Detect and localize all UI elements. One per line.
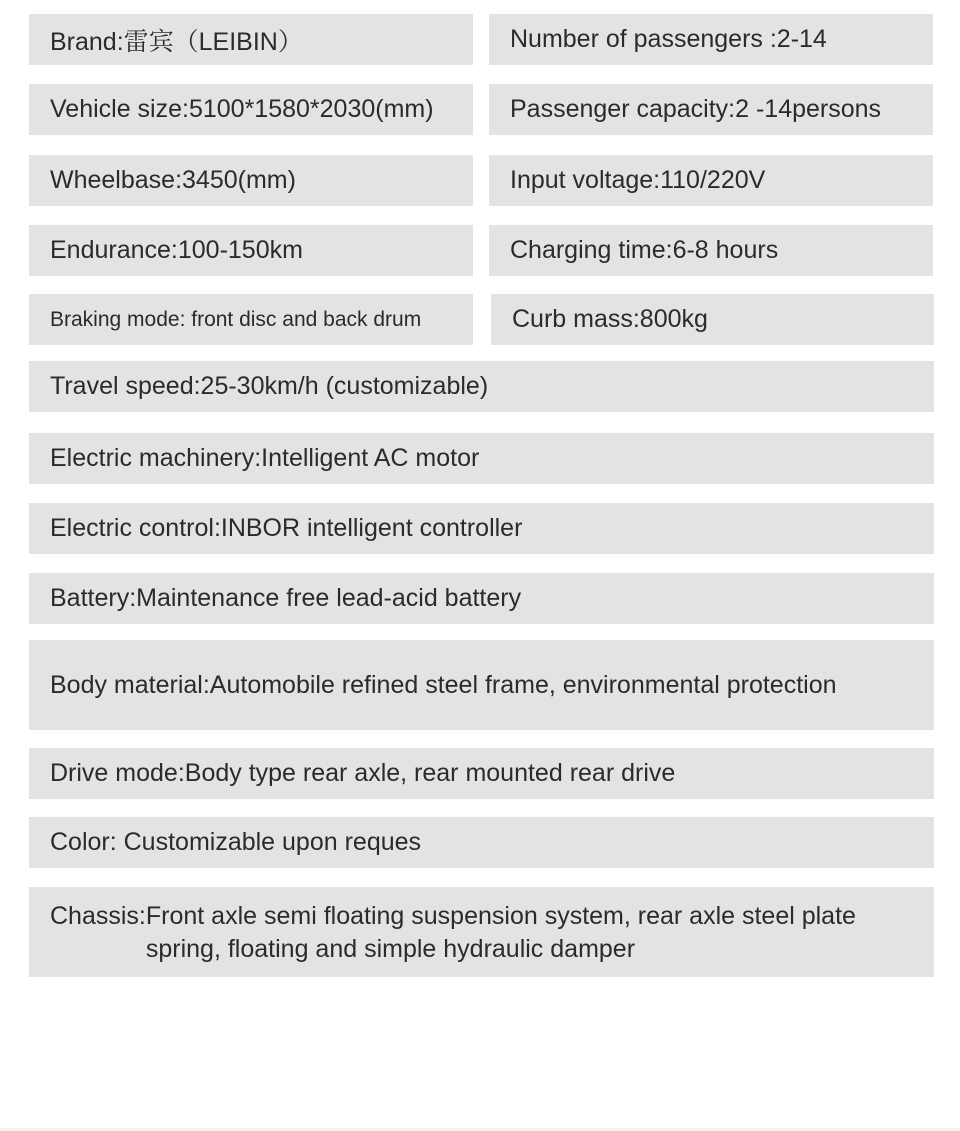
chassis-text: Front axle semi floating suspension system, rear axle steel plate spring, floating and simple hydraulic damper (145, 902, 856, 963)
spec-chassis (29, 887, 934, 977)
spec-color: Color: Customizable upon reques (29, 817, 934, 868)
spec-passenger-capacity: Passenger capacity:2 -14persons (489, 84, 933, 135)
spec-endurance: Endurance:100-150km (29, 225, 473, 276)
spec-body-material: Body material:Automobile refined steel frame, environmental protection (29, 640, 934, 730)
spec-brand: Brand:雷宾（LEIBIN） (29, 14, 473, 65)
spec-electric-machinery: Electric machinery:Intelligent AC motor (29, 433, 934, 484)
spec-input-voltage: Input voltage:110/220V (489, 155, 933, 206)
spec-electric-control: Electric control:INBOR intelligent controller (29, 503, 934, 554)
spec-battery: Battery:Maintenance free lead-acid battery (29, 573, 934, 624)
spec-charging-time: Charging time:6-8 hours (489, 225, 933, 276)
chassis-wrap (50, 900, 934, 966)
spec-braking-mode: Braking mode: front disc and back drum (29, 294, 473, 345)
spec-passengers-number: Number of passengers :2-14 (489, 14, 933, 65)
spec-curb-mass: Curb mass:800kg (491, 294, 934, 345)
spec-vehicle-size: Vehicle size:5100*1580*2030(mm) (29, 84, 473, 135)
spec-drive-mode: Drive mode:Body type rear axle, rear mounted rear drive (29, 748, 934, 799)
spec-travel-speed: Travel speed:25-30km/h (customizable) (29, 361, 934, 412)
spec-wheelbase: Wheelbase:3450(mm) (29, 155, 473, 206)
chassis-label: Chassis: (50, 902, 146, 930)
